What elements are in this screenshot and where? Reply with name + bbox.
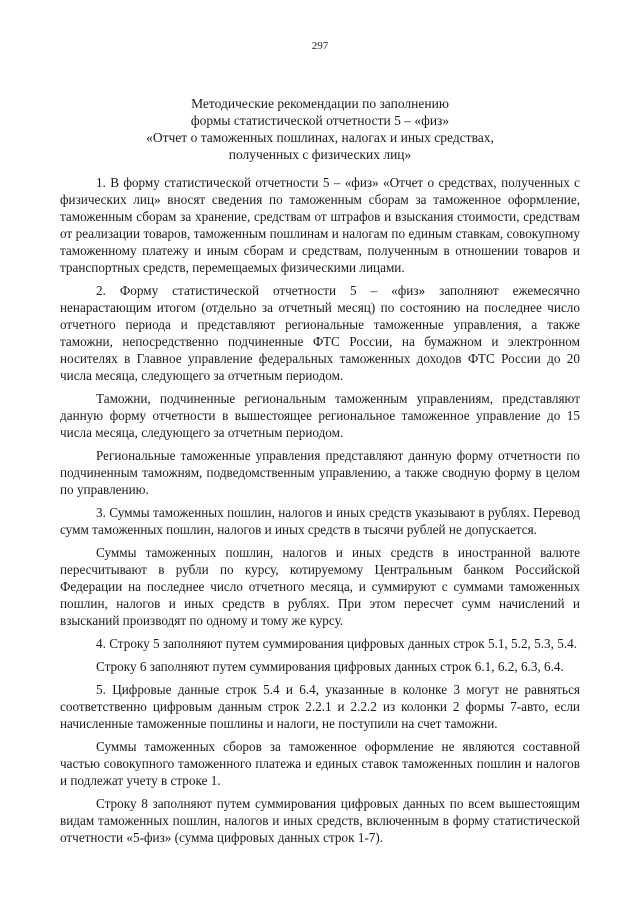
title-line: формы статистической отчетности 5 – «физ»: [190, 113, 450, 128]
paragraph-2: 2. Форму статистической отчетности 5 – «физ» заполняют ежемесячно ненарастающим итогом (отдельно за отчетный месяц) по состоянию на последнее число отчетного периода и представляют региональные таможенные управления, а также таможни, непосредственно подчиненные ФТС России, на бумажном и электронном носителях в Главное управление федеральных таможенных доходов ФТС России до 20 числа месяца, следующего за отчетным периодом.: [60, 283, 580, 383]
paragraph-10: Суммы таможенных сборов за таможенное оформление не являются составной частью совокупного таможенного платежа и единых ставок таможенных пошлин и налогов и подлежат учету в строке 1.: [60, 739, 580, 788]
document-title: [80, 95, 560, 163]
page-number: 297: [311, 40, 329, 52]
title-line: полученных с физических лиц»: [228, 147, 412, 162]
paragraph-4: Региональные таможенные управления представляют данную форму отчетности по подчиненным таможням, подведомственным управлению, а также сводную форму в целом по управлению.: [60, 448, 580, 497]
paragraph-11: Строку 8 заполняют путем суммирования цифровых данных по всем вышестоящим видам таможенных пошлин, налогов и иных средств, включенным в форму статистической отчетности «5-физ» (сумма цифровых данных строк 1-7).: [60, 796, 580, 845]
paragraph-3: Таможни, подчиненные региональным таможенным управлениям, представляют данную форму отчетности в вышестоящее региональное таможенное управление до 15 числа месяца, следующего за отчетным периодом.: [60, 391, 580, 440]
title-line: «Отчет о таможенных пошлинах, налогах и иных средствах,: [146, 130, 494, 145]
document-body: [60, 174, 580, 852]
paragraph-6: Суммы таможенных пошлин, налогов и иных средств в иностранной валюте пересчитывают в рубли по курсу, котируемому Центральным банком Российской Федерации на последнее число отчетного месяца, и суммируют с суммами таможенных пошлин, налогов и иных средств в рублях. При этом пересчет сумм начислений и взысканий производят по одному и тому же курсу.: [60, 545, 580, 628]
paragraph-5: 3. Суммы таможенных пошлин, налогов и иных средств указывают в рублях. Перевод сумм таможенных пошлин, налогов и иных средств в тысячи рублей не допускается.: [60, 505, 580, 537]
paragraph-9: 5. Цифровые данные строк 5.4 и 6.4, указанные в колонке 3 могут не равняться соответственно цифровым данным строк 2.2.1 и 2.2.2 из колонки 2 формы 7-авто, если начисленные таможенные пошлины и налоги, не поступили на счет таможни.: [60, 682, 580, 731]
paragraph-8: Строку 6 заполняют путем суммирования цифровых данных строк 6.1, 6.2, 6.3, 6.4.: [96, 659, 564, 674]
paragraph-7: 4. Строку 5 заполняют путем суммирования цифровых данных строк 5.1, 5.2, 5.3, 5.4.: [96, 636, 577, 651]
title-line: Методические рекомендации по заполнению: [191, 96, 449, 111]
paragraph-1: 1. В форму статистической отчетности 5 – «физ» «Отчет о средствах, полученных с физических лиц» вносят сведения по таможенным сборам за таможенное оформление, таможенным сборам за хранение, средствам от штрафов и взыскания стоимости, средствам от реализации товаров, таможенным пошлинам и налогам по единым ставкам, совокупному таможенному платежу и иным сборам и средствам, полученным в отношении товаров и транспортных средств, перемещаемых физическими лицами.: [60, 175, 580, 275]
